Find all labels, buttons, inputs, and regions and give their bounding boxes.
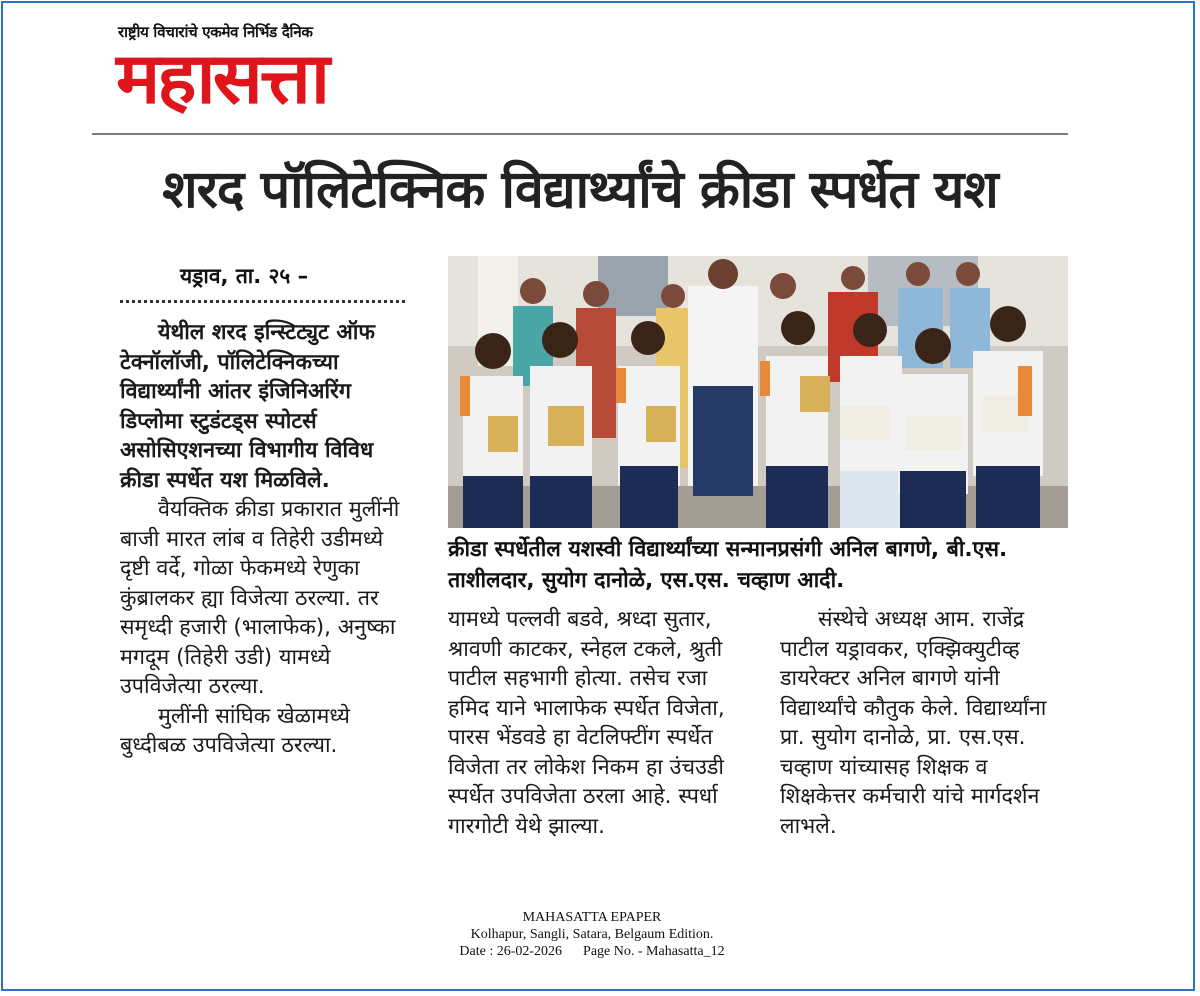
- footer-edition: Kolhapur, Sangli, Satara, Belgaum Edition.: [470, 927, 714, 942]
- article-column-1: [120, 318, 410, 761]
- article-paragraph: वैयक्तिक क्रीडा प्रकारात मुलींनी बाजी मारत लांब व तिहेरी उडीमध्ये दृष्टी वर्दे, गोळा फेकमध्ये रेणुका कुंब्रालकर ह्या विजेत्या ठरल्या. तर समृध्दी हजारी (भालाफेक), अनुष्का मगदूम (तिहेरी उडी) यामध्ये उपविजेत्या ठरल्या.: [120, 497, 400, 699]
- article-headline: शरद पॉलिटेक्निक विद्यार्थ्यांचे क्रीडा स्पर्धेत यश: [162, 160, 998, 220]
- news-photo: [448, 256, 1068, 528]
- footer-date-page: Date : 26-02-2026 Page No. - Mahasatta_12: [459, 944, 725, 959]
- masthead-tagline: राष्ट्रीय विचारांचे एकमेव निर्भिड दैनिक: [118, 23, 313, 41]
- epaper-footer: [392, 909, 792, 960]
- masthead-logo: महासत्ता: [116, 38, 328, 120]
- article-column-2: [448, 605, 744, 841]
- masthead-divider: [92, 133, 1068, 135]
- photo-caption: क्रीडा स्पर्धेतील यशस्वी विद्यार्थ्यांच्या सन्मानप्रसंगी अनिल बागणे, बी.एस. ताशीलदार, सुयोग दानोळे, एस.एस. चव्हाण आदी.: [448, 537, 1008, 593]
- footer-publication: MAHASATTA EPAPER: [522, 910, 662, 925]
- group-photo-illustration: [448, 256, 1068, 528]
- article-paragraph: यामध्ये पल्लवी बडवे, श्रध्दा सुतार, श्रावणी काटकर, स्नेहल टकले, श्रुती पाटील सहभागी होत्या. तसेच रजा हमिद याने भालाफेक स्पर्धेत विजेता, पारस भेंडवडे हा वेटलिफ्टींग स्पर्धेत विजेता तर लोकेश निकम हा उंचउडी स्पर्धेत उपविजेता ठरला आहे. स्पर्धा गारगोटी येथे झाल्या.: [448, 607, 725, 839]
- article-paragraph: संस्थेचे अध्यक्ष आम. राजेंद्र पाटील यड्रावकर, एक्झिक्युटीव्ह डायरेक्टर अनिल बागणे यांनी विद्यार्थ्यांचे कौतुक केले. विद्यार्थ्यांना प्रा. सुयोग दानोळे, प्रा. एस.एस. चव्हाण यांच्यासह शिक्षक व शिक्षकेत्तर कर्मचारी यांचे मार्गदर्शन लाभले.: [780, 607, 1047, 839]
- article-lead-paragraph: येथील शरद इन्स्टिट्युट ऑफ टेक्नॉलॉजी, पॉलिटेक्निकच्या विद्यार्थ्यांनी आंतर इंजिनिअरिंग डिप्लोमा स्टुडंटड्स स्पोटर्स असोसिएशनच्या विभागीय विविध क्रीडा स्पर्धेत यश मिळविले.: [120, 320, 375, 493]
- article-dateline: यड्राव, ता. २५ –: [180, 264, 309, 288]
- article-paragraph: मुलींनी सांघिक खेळामध्ये बुध्दीबळ उपविजेत्या ठरल्या.: [120, 703, 350, 758]
- dotted-divider: [120, 300, 405, 303]
- article-column-3: [780, 605, 1068, 841]
